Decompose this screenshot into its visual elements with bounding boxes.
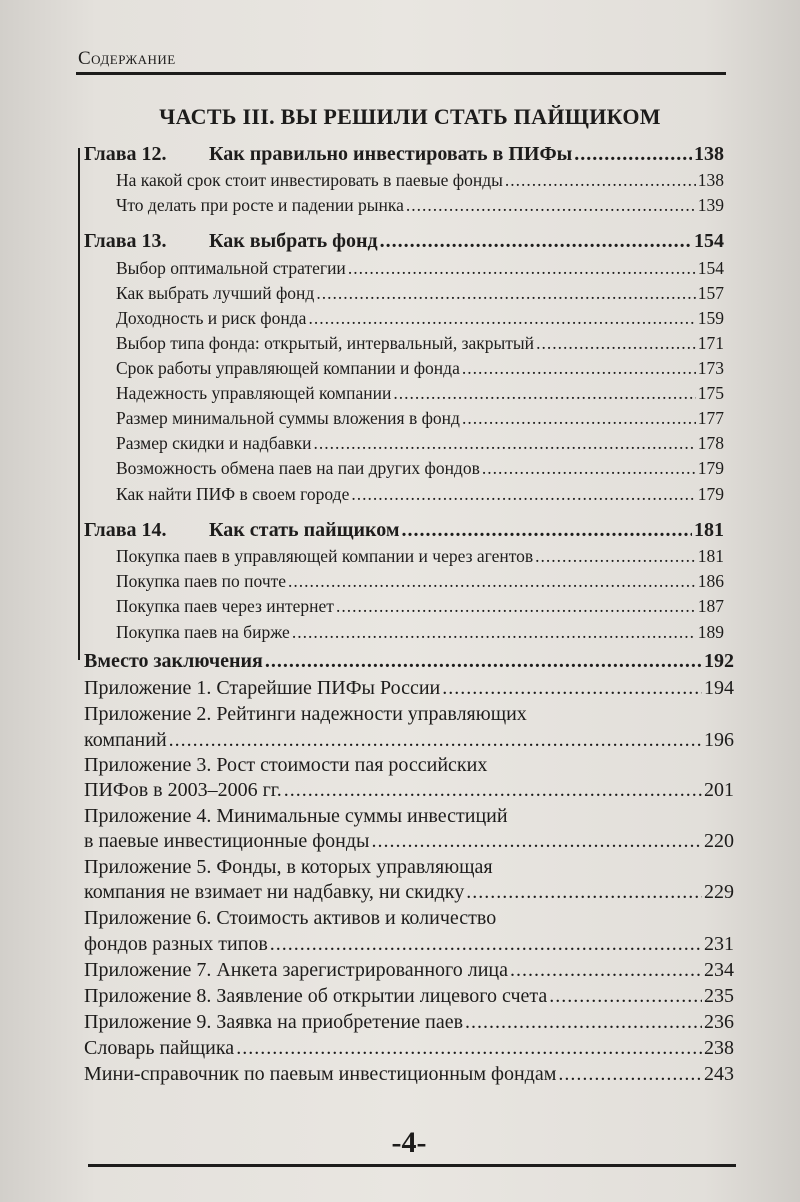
toc-section[interactable] [116, 258, 724, 279]
leader-dots [535, 546, 696, 567]
toc-appendix-6[interactable] [84, 933, 734, 956]
section-title: Выбор оптимальной стратегии [116, 258, 346, 278]
toc-section[interactable] [116, 283, 724, 304]
leader-dots [284, 779, 702, 802]
leader-dots [466, 881, 702, 904]
page-number: 179 [697, 484, 724, 504]
leader-dots [402, 519, 692, 542]
entry-title: Приложение 1. Старейшие ПИФы России [84, 677, 441, 699]
toc-section[interactable] [116, 458, 724, 479]
chapter-number: Глава 13. [84, 230, 167, 252]
section-title: Покупка паев через интернет [116, 596, 334, 616]
page-number: 154 [694, 230, 724, 252]
leader-dots [288, 571, 696, 592]
page-number: 173 [697, 358, 724, 378]
page-number: 138 [697, 170, 724, 190]
chapter-side-rule [78, 148, 80, 660]
leader-dots [169, 729, 702, 752]
toc-section[interactable] [116, 358, 724, 379]
entry-title: Приложение 9. Заявка на приобретение паев [84, 1011, 464, 1033]
toc-appendix-6-line1[interactable]: Приложение 6. Стоимость активов и количество [84, 907, 497, 929]
entry-title: Приложение 7. Анкета зарегистрированного лица [84, 959, 509, 981]
section-title: Размер минимальной суммы вложения в фонд [116, 408, 460, 428]
section-title: Покупка паев по почте [116, 571, 287, 591]
toc-conclusion[interactable] [84, 650, 734, 673]
page-number: 179 [697, 458, 724, 478]
leader-dots [292, 622, 696, 643]
toc-section[interactable] [116, 596, 724, 617]
toc-chapter-13[interactable] [84, 230, 724, 253]
section-title: На какой срок стоит инвестировать в паевые фонды [116, 170, 503, 190]
page-number: 159 [697, 308, 724, 328]
page-number: 139 [697, 195, 724, 215]
toc-chapter-12[interactable] [84, 143, 724, 166]
chapter-number: Глава 14. [84, 519, 167, 541]
toc-appendix-2-line1[interactable]: Приложение 2. Рейтинги надежности управляющих [84, 703, 527, 725]
leader-dots [462, 358, 696, 379]
leader-dots [308, 308, 695, 329]
chapter-title: Как правильно инвестировать в ПИФы [209, 143, 573, 165]
section-title: Размер скидки и надбавки [116, 433, 312, 453]
toc-section[interactable] [116, 484, 724, 505]
toc-appendix-5[interactable] [84, 881, 734, 904]
entry-title: Вместо заключения [84, 650, 263, 672]
page-number: 157 [697, 283, 724, 303]
leader-dots [465, 1011, 702, 1034]
leader-dots [406, 195, 696, 216]
page-number: 196 [704, 729, 734, 751]
leader-dots [236, 1037, 702, 1060]
leader-dots [351, 484, 695, 505]
entry-title: ПИФов в 2003–2006 гг. [84, 779, 282, 801]
toc-section[interactable] [116, 408, 724, 429]
running-head: Содержание [78, 48, 176, 69]
page-number: 229 [704, 881, 734, 903]
section-title: Выбор типа фонда: открытый, интервальный, закрытый [116, 333, 535, 353]
section-title: Покупка паев в управляющей компании и через агентов [116, 546, 534, 566]
page-number: 154 [697, 258, 724, 278]
toc-appendix-4[interactable] [84, 830, 734, 853]
leader-dots [265, 650, 702, 673]
toc-section[interactable] [116, 383, 724, 404]
leader-dots [574, 143, 692, 166]
page-number: 178 [697, 433, 724, 453]
page-number: 234 [704, 959, 734, 981]
page-folio: -4- [391, 1126, 427, 1159]
toc-section[interactable] [116, 170, 724, 191]
leader-dots [393, 383, 695, 404]
section-title: Срок работы управляющей компании и фонда [116, 358, 460, 378]
entry-title: Мини-справочник по паевым инвестиционным фондам [84, 1063, 557, 1085]
leader-dots [558, 1063, 702, 1086]
leader-dots [336, 596, 696, 617]
section-title: Как найти ПИФ в своем городе [116, 484, 350, 504]
page-number: 181 [694, 519, 724, 541]
page-number: 186 [697, 571, 724, 591]
toc-appendix-5-line1[interactable]: Приложение 5. Фонды, в которых управляющая [84, 856, 493, 878]
toc-appendix-9[interactable] [84, 1011, 734, 1034]
part-title: ЧАСТЬ III. ВЫ РЕШИЛИ СТАТЬ ПАЙЩИКОМ [159, 104, 661, 129]
toc-appendix-3[interactable] [84, 779, 734, 802]
page-number: 192 [704, 650, 734, 672]
page-number: 243 [704, 1063, 734, 1085]
leader-dots [316, 283, 695, 304]
section-title: Доходность и риск фонда [116, 308, 307, 328]
toc-section[interactable] [116, 195, 724, 216]
toc-appendix-7[interactable] [84, 959, 734, 982]
section-title: Покупка паев на бирже [116, 622, 290, 642]
entry-title: компания не взимает ни надбавку, ни скидку [84, 881, 465, 903]
page-number: 238 [704, 1037, 734, 1059]
leader-dots [505, 170, 696, 191]
page-number: 236 [704, 1011, 734, 1033]
chapter-title: Как выбрать фонд [209, 230, 378, 252]
toc-appendix-4-line1[interactable]: Приложение 4. Минимальные суммы инвестиций [84, 805, 508, 827]
toc-chapter-14[interactable] [84, 519, 724, 542]
toc-glossary[interactable] [84, 1037, 734, 1060]
section-title: Возможность обмена паев на паи других фондов [116, 458, 480, 478]
section-title: Как выбрать лучший фонд [116, 283, 315, 303]
entry-title: фондов разных типов [84, 933, 268, 955]
page-number: 181 [697, 546, 724, 566]
footer-rule [88, 1164, 736, 1167]
leader-dots [462, 408, 696, 429]
toc-section[interactable] [116, 433, 724, 454]
chapter-title: Как стать пайщиком [209, 519, 400, 541]
leader-dots [348, 258, 696, 279]
toc-mini-reference[interactable] [84, 1063, 734, 1086]
section-title: Надежность управляющей компании [116, 383, 392, 403]
leader-dots [482, 458, 696, 479]
leader-dots [380, 230, 692, 253]
page-number: 194 [704, 677, 734, 699]
toc-appendix-2[interactable] [84, 729, 734, 752]
page-number: 171 [697, 333, 724, 353]
page-number: 138 [694, 143, 724, 165]
chapter-number: Глава 12. [84, 143, 167, 165]
page-number: 231 [704, 933, 734, 955]
page-number: 235 [704, 985, 734, 1007]
page-number: 187 [697, 596, 724, 616]
leader-dots [442, 677, 702, 700]
page-number: 177 [697, 408, 724, 428]
toc-section[interactable] [116, 622, 724, 643]
leader-dots [510, 959, 702, 982]
entry-title: Приложение 8. Заявление об открытии лицевого счета [84, 985, 548, 1007]
leader-dots [549, 985, 702, 1008]
leader-dots [314, 433, 696, 454]
leader-dots [270, 933, 702, 956]
page-number: 175 [697, 383, 724, 403]
page-number: 220 [704, 830, 734, 852]
page-number: 189 [697, 622, 724, 642]
leader-dots [536, 333, 696, 354]
toc-appendix-8[interactable] [84, 985, 734, 1008]
entry-title: компаний [84, 729, 167, 751]
toc-appendix-1[interactable] [84, 677, 734, 700]
section-title: Что делать при росте и падении рынка [116, 195, 404, 215]
toc-section[interactable] [116, 546, 724, 567]
header-rule [76, 72, 726, 75]
toc-section[interactable] [116, 333, 724, 354]
entry-title: в паевые инвестиционные фонды [84, 830, 370, 852]
page-number: 201 [704, 779, 734, 801]
entry-title: Словарь пайщика [84, 1037, 235, 1059]
toc-appendix-3-line1[interactable]: Приложение 3. Рост стоимости пая российских [84, 754, 488, 776]
leader-dots [372, 830, 703, 853]
toc-section[interactable] [116, 308, 724, 329]
toc-section[interactable] [116, 571, 724, 592]
